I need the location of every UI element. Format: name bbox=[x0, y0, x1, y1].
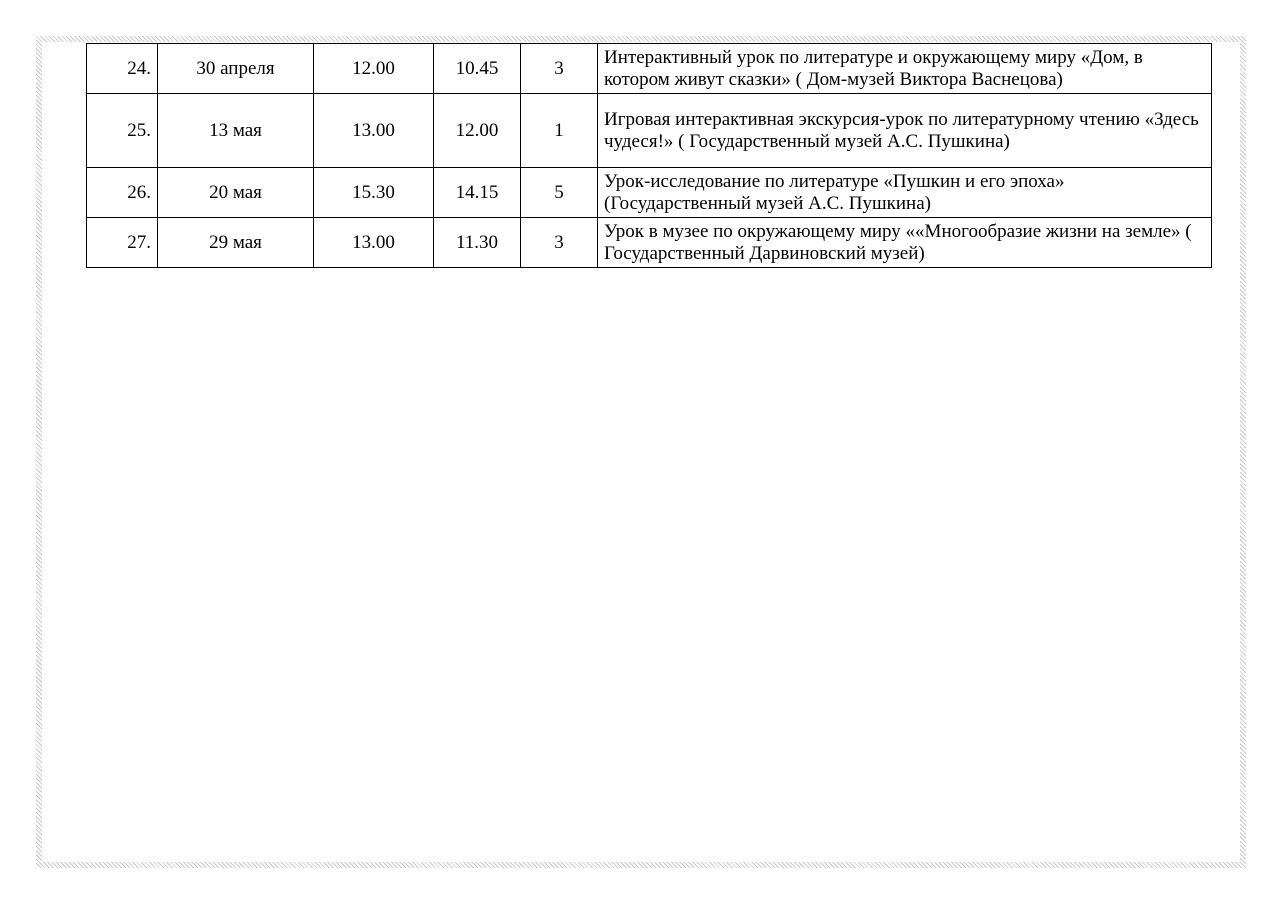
table-row bbox=[87, 168, 1212, 218]
table-row bbox=[87, 44, 1212, 94]
row-grade: 3 bbox=[521, 218, 598, 268]
row-time-2: 12.00 bbox=[434, 94, 521, 168]
row-date: 30 апреля bbox=[158, 44, 314, 94]
row-number: 24. bbox=[87, 44, 158, 94]
row-description: Интерактивный урок по литературе и окружающему миру «Дом, в котором живут сказки» ( Дом-музей Виктора Васнецова) bbox=[598, 44, 1212, 94]
row-time-2: 11.30 bbox=[434, 218, 521, 268]
row-time-1: 12.00 bbox=[314, 44, 434, 94]
row-description: Игровая интерактивная экскурсия-урок по литературному чтению «Здесь чудеся!» ( Государственный музей А.С. Пушкина) bbox=[598, 94, 1212, 168]
schedule-table bbox=[86, 43, 1212, 268]
row-description: Урок-исследование по литературе «Пушкин и его эпоха» (Государственный музей А.С. Пушкина) bbox=[598, 168, 1212, 218]
row-time-2: 14.15 bbox=[434, 168, 521, 218]
row-number: 27. bbox=[87, 218, 158, 268]
row-time-2: 10.45 bbox=[434, 44, 521, 94]
row-number: 26. bbox=[87, 168, 158, 218]
table-row bbox=[87, 94, 1212, 168]
row-time-1: 15.30 bbox=[314, 168, 434, 218]
row-time-1: 13.00 bbox=[314, 218, 434, 268]
row-date: 13 мая bbox=[158, 94, 314, 168]
row-number: 25. bbox=[87, 94, 158, 168]
row-date: 20 мая bbox=[158, 168, 314, 218]
row-time-1: 13.00 bbox=[314, 94, 434, 168]
row-description: Урок в музее по окружающему миру ««Многообразие жизни на земле» ( Государственный Дарвиновский музей) bbox=[598, 218, 1212, 268]
row-date: 29 мая bbox=[158, 218, 314, 268]
table-row bbox=[87, 218, 1212, 268]
row-grade: 5 bbox=[521, 168, 598, 218]
row-grade: 3 bbox=[521, 44, 598, 94]
row-grade: 1 bbox=[521, 94, 598, 168]
